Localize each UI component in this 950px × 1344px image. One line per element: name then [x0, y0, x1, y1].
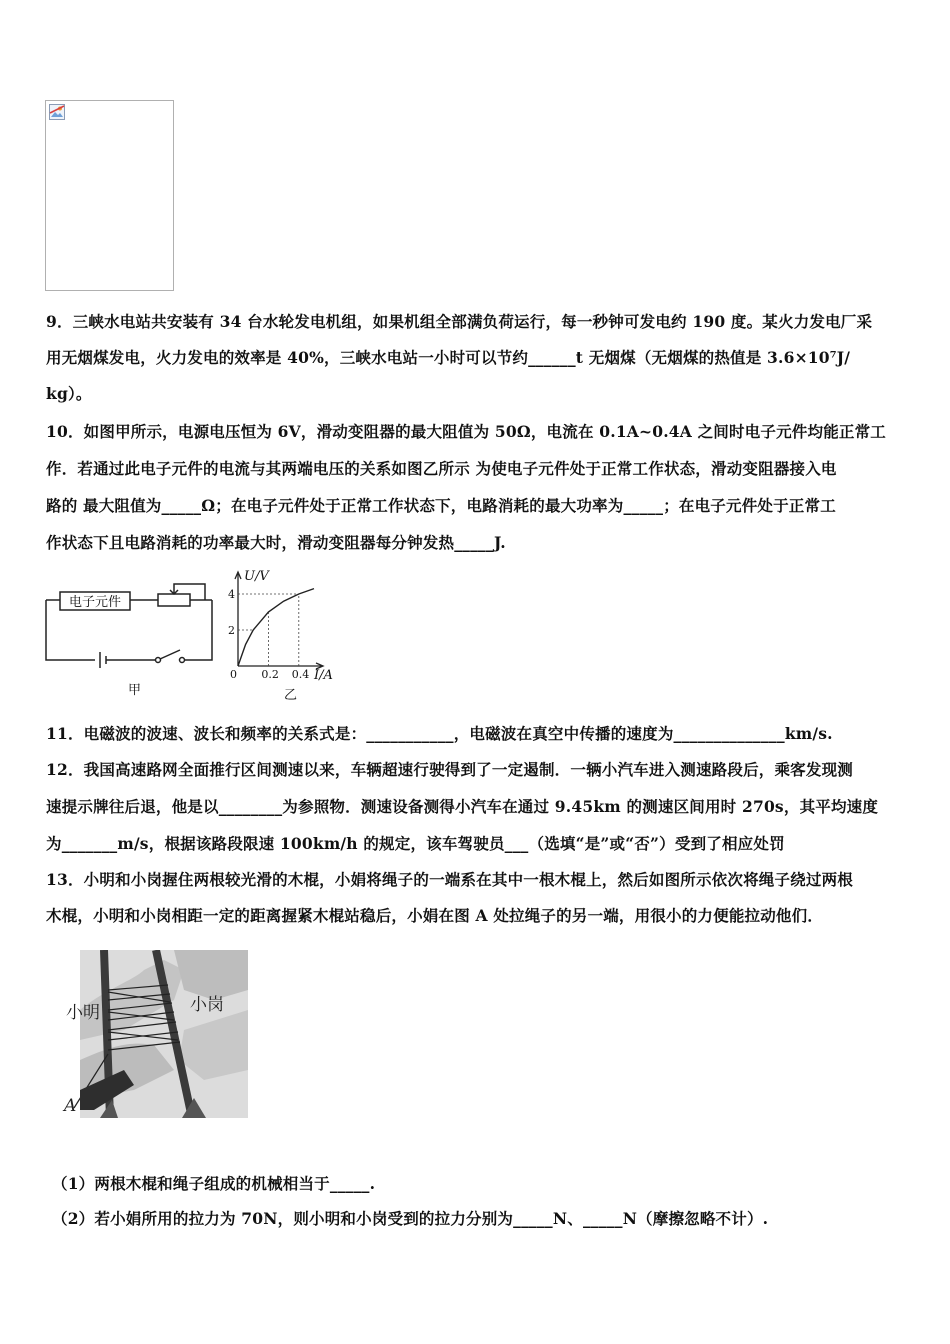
q11-line1: 11．电磁波的波速、波长和频率的关系式是：___________，电磁波在真空中传播的速度为______________km/s.	[46, 724, 833, 743]
label-xiaogang: 小岗	[190, 995, 224, 1015]
u-i-curve	[238, 589, 314, 666]
y-tick-label: 2	[228, 624, 235, 637]
q12-line3: 为_______m/s，根据该路段限速 100km/h 的规定，该车驾驶员___（选填“是”或“否”）受到了相应处罚	[46, 834, 785, 853]
label-point-a: A	[64, 1096, 77, 1116]
y-axis-label: U/V	[244, 569, 269, 584]
graph-caption: 乙	[284, 688, 298, 703]
y-tick-label: 4	[228, 588, 235, 601]
q10-line3: 路的 最大阻值为_____Ω；在电子元件处于正常工作状态下，电路消耗的最大功率为_____；在电子元件处于正常工	[46, 496, 836, 515]
q12-line1: 12．我国高速路网全面推行区间测速以来，车辆超速行驶得到了一定遏制．一辆小汽车进入测速路段后，乘客发现测	[46, 760, 853, 779]
q9-line3: kg）。	[46, 384, 92, 403]
q10-line2: 作．若通过此电子元件的电流与其两端电压的关系如图乙所示 为使电子元件处于正常工作状态，滑动变阻器接入电	[46, 459, 837, 478]
x-tick-label: 0.2	[261, 668, 279, 681]
q12-line2: 速提示牌往后退，他是以________为参照物．测速设备测得小汽车在通过 9.45km 的测速区间用时 270s，其平均速度	[46, 797, 879, 816]
circuit-diagram	[40, 580, 220, 700]
photo-drawing	[64, 950, 250, 1118]
x-axis-label: I/A	[314, 668, 333, 683]
q10-line4: 作状态下且电路消耗的功率最大时，滑动变阻器每分钟发热_____J.	[46, 533, 506, 552]
component-label: 电子元件	[68, 595, 122, 610]
ui-graph	[222, 566, 352, 706]
q9-line2: 用无烟煤发电，火力发电的效率是 40%，三峡水电站一小时可以节约______t 无烟煤（无烟煤的热值是 3.6×10⁷J/	[46, 348, 851, 367]
rheostat-box	[158, 594, 190, 606]
origin-label: 0	[230, 668, 237, 681]
sticks-and-rope-photo	[64, 950, 250, 1118]
label-xiaoming: 小明	[66, 1003, 100, 1023]
q13-sub1: （1）两根木棍和绳子组成的机械相当于_____.	[52, 1174, 376, 1193]
q13-line1: 13．小明和小岗握住两根较光滑的木棍，小娟将绳子的一端系在其中一根木棍上，然后如图所示依次将绳子绕过两根	[46, 870, 853, 889]
q10-line1: 10．如图甲所示，电源电压恒为 6V，滑动变阻器的最大阻值为 50Ω，电流在 0.1A~0.4A 之间时电子元件均能正常工	[46, 422, 887, 441]
q9-line1: 9．三峡水电站共安装有 34 台水轮发电机组，如果机组全部满负荷运行，每一秒钟可发电约 190 度。某火力发电厂采	[46, 312, 873, 331]
broken-image-icon	[49, 104, 65, 120]
broken-image-placeholder	[45, 100, 174, 291]
q13-sub2: （2）若小娟所用的拉力为 70N，则小明和小岗受到的拉力分别为_____N、_____N（摩擦忽略不计）.	[52, 1209, 769, 1228]
circuit-caption: 甲	[128, 683, 142, 698]
q13-line2: 木棍，小明和小岗相距一定的距离握紧木棍站稳后，小娟在图 A 处拉绳子的另一端，用很小的力便能拉动他们．	[46, 906, 824, 925]
x-tick-label: 0.4	[291, 668, 310, 681]
